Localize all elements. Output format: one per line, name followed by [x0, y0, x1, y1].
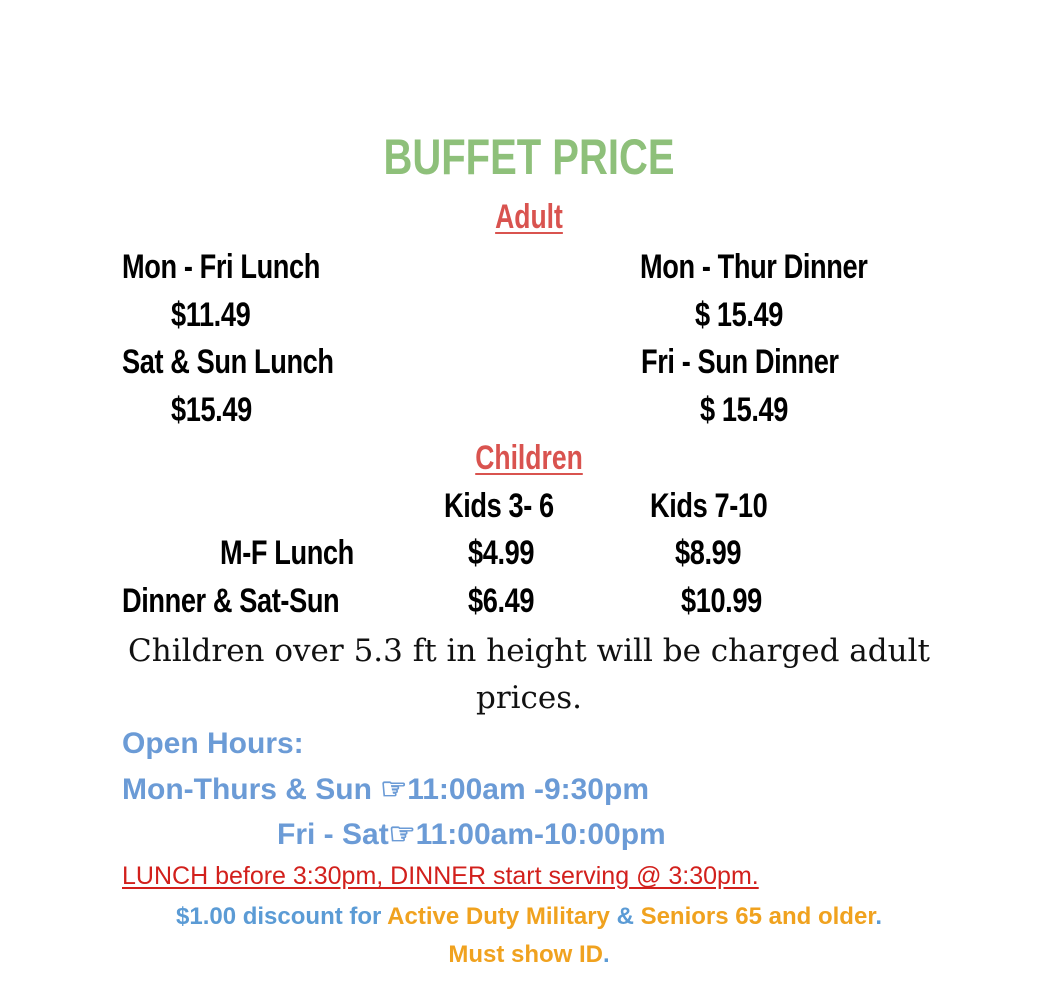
adult-weekday-lunch-label: Mon - Fri Lunch — [122, 248, 320, 286]
children-row-label-lunch: M-F Lunch — [220, 534, 354, 572]
discount-period: . — [875, 903, 882, 930]
children-col-header-3-6: Kids 3- 6 — [444, 487, 554, 525]
discount-military: Active Duty Military — [387, 903, 610, 930]
adult-weekend-dinner-price: $ 15.49 — [700, 391, 788, 429]
page-title: BUFFET PRICE — [383, 129, 675, 185]
lunch-dinner-notice: LUNCH before 3:30pm, DINNER start serving @ 3:30pm. — [122, 862, 759, 890]
discount-seniors: Seniors 65 and older — [640, 903, 876, 930]
height-note-line2: prices. — [475, 680, 583, 716]
height-note-line1: Children over 5.3 ft in height will be charged adult — [128, 633, 930, 669]
adult-weekday-lunch-price: $11.49 — [171, 296, 251, 334]
adult-weekend-lunch-label: Sat & Sun Lunch — [122, 343, 334, 381]
adult-heading: Adult — [495, 198, 563, 236]
children-price-lunch-3-6: $4.99 — [468, 534, 535, 572]
must-show-id: Must show ID — [448, 941, 603, 968]
discount-line1 — [0, 903, 1058, 931]
open-hours-line1: Mon-Thurs & Sun ☞11:00am -9:30pm — [122, 773, 649, 806]
discount-amount: $1.00 discount for — [176, 903, 388, 930]
adult-weekday-dinner-label: Mon - Thur Dinner — [640, 248, 868, 286]
discount-line2 — [0, 941, 1058, 969]
open-hours-heading: Open Hours: — [122, 727, 304, 760]
children-price-dinner-7-10: $10.99 — [681, 582, 762, 620]
adult-weekend-dinner-label: Fri - Sun Dinner — [641, 343, 839, 381]
children-col-header-7-10: Kids 7-10 — [650, 487, 768, 525]
children-heading: Children — [475, 439, 583, 477]
adult-weekday-dinner-price: $ 15.49 — [695, 296, 783, 334]
adult-weekend-lunch-price: $15.49 — [171, 391, 252, 429]
children-row-label-dinner: Dinner & Sat-Sun — [122, 582, 340, 620]
discount-and: & — [609, 903, 641, 930]
children-price-dinner-3-6: $6.49 — [468, 582, 535, 620]
children-price-lunch-7-10: $8.99 — [675, 534, 742, 572]
open-hours-line2: Fri - Sat☞11:00am-10:00pm — [277, 818, 666, 851]
must-show-id-period: . — [603, 941, 610, 968]
